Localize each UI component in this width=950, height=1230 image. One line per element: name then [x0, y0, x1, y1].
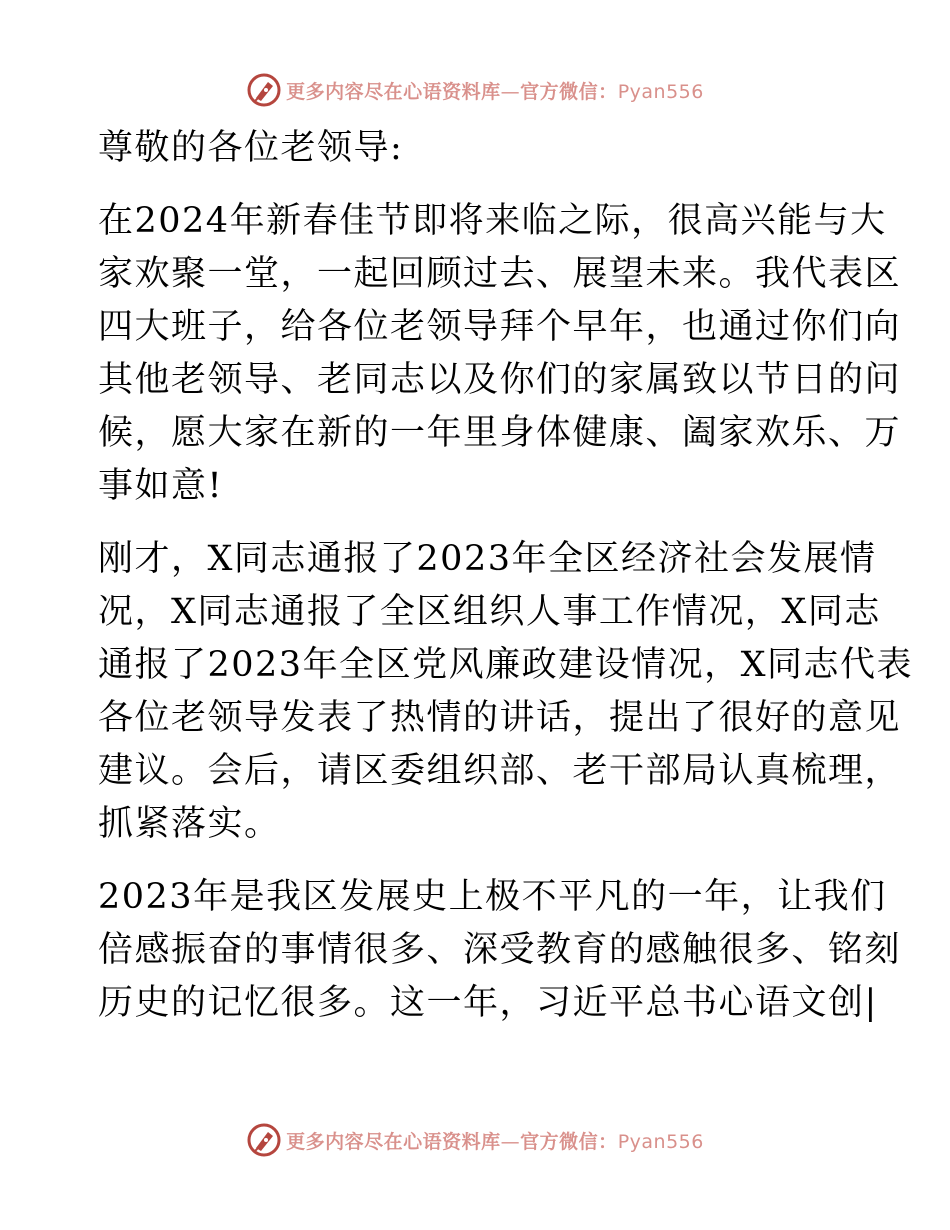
- paragraph-line: 在2024年新春佳节即将来临之际，很高兴能与大: [98, 201, 887, 241]
- paragraph-2: [98, 533, 913, 851]
- watermark-main-text: 更多内容尽在心语资料库: [286, 80, 501, 103]
- watermark-official-label: 官方微信：: [520, 1130, 618, 1153]
- paragraph-line: 家欢聚一堂，一起回顾过去、展望未来。我代表区: [98, 254, 902, 294]
- pen-nib-circle-icon: [246, 1122, 282, 1158]
- paragraph-line: 通报了2023年全区党风廉政建设情况，X同志代表: [98, 645, 913, 685]
- watermark-main-text: 更多内容尽在心语资料库: [286, 1130, 501, 1153]
- paragraph-line: 2023年是我区发展史上极不平凡的一年，让我们: [98, 877, 887, 917]
- watermark-text: [286, 1127, 704, 1154]
- watermark-wechat-id: Pyan556: [617, 1130, 704, 1153]
- watermark-dash: —: [500, 1130, 521, 1153]
- footer-watermark: [0, 1120, 950, 1160]
- watermark-wechat-id: Pyan556: [617, 80, 704, 103]
- paragraph-line: 倍感振奋的事情很多、深受教育的感触很多、铭刻: [98, 930, 902, 970]
- watermark-text: [286, 77, 704, 104]
- paragraph-line: 各位老领导发表了热情的讲话，提出了很好的意见: [98, 698, 902, 738]
- paragraph-line: 况，X同志通报了全区组织人事工作情况，X同志: [98, 592, 881, 632]
- paragraph-line: 候，愿大家在新的一年里身体健康、阖家欢乐、万: [98, 413, 902, 453]
- paragraph-line: 抓紧落实。: [98, 804, 281, 844]
- paragraph-line: 历史的记忆很多。这一年，习近平总书心语文创|: [98, 983, 878, 1023]
- paragraph-line: 建议。会后，请区委组织部、老干部局认真梳理，: [98, 751, 902, 791]
- paragraph-line: 事如意!: [98, 466, 224, 506]
- watermark-dash: —: [500, 80, 521, 103]
- paragraph-line: 其他老领导、老同志以及你们的家属致以节日的问: [98, 360, 902, 400]
- salutation: 尊敬的各位老领导:: [98, 128, 404, 168]
- pen-nib-circle-icon: [246, 72, 282, 108]
- paragraph-line: 刚才，X同志通报了2023年全区经济社会发展情: [98, 539, 877, 579]
- paragraph-line: 四大班子，给各位老领导拜个早年，也通过你们向: [98, 307, 902, 347]
- watermark-official-label: 官方微信：: [520, 80, 618, 103]
- paragraph-3: [98, 871, 902, 1030]
- document-body: [98, 122, 913, 1030]
- header-watermark: [0, 70, 950, 110]
- paragraph-1: [98, 195, 902, 513]
